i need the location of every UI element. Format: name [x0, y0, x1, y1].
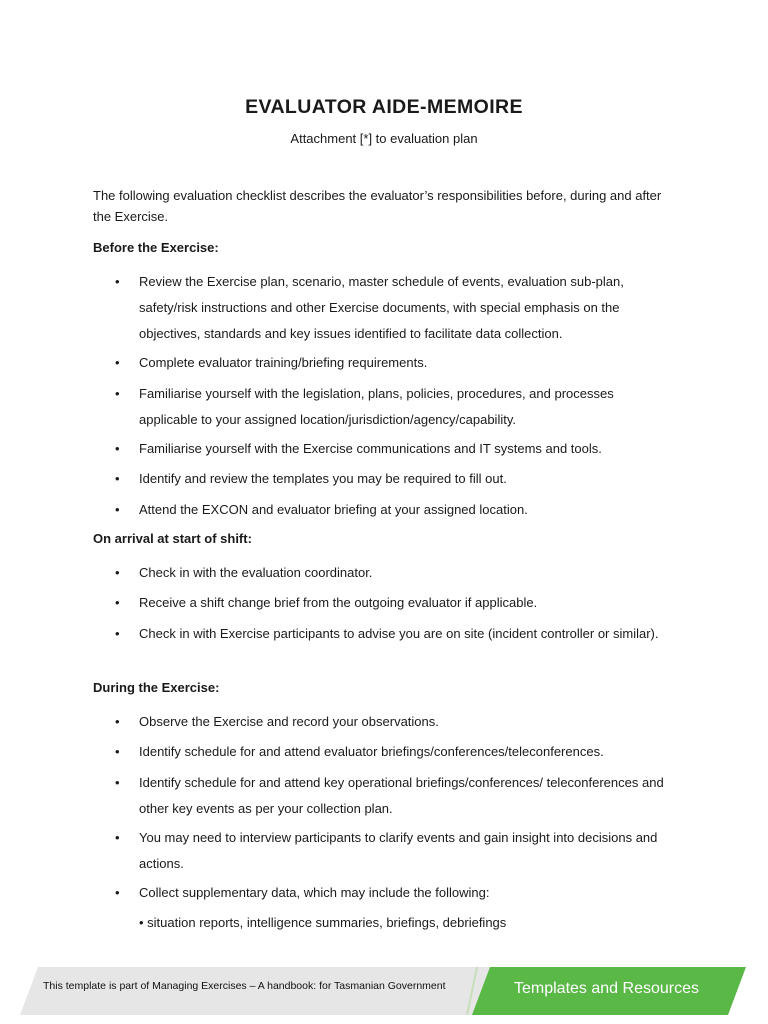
bullet-icon: •	[115, 744, 120, 759]
intro-paragraph: The following evaluation checklist describes the evaluator’s responsibilities before, during and after the Exercise.	[93, 188, 662, 224]
bullet-icon: •	[115, 714, 120, 729]
list-item-text: Familiarise yourself with the Exercise communications and IT systems and tools.	[139, 441, 602, 456]
list-item-text: Familiarise yourself with the legislation, plans, policies, procedures, and processes applicable to your assigned location/jurisdiction/agency/capability.	[139, 386, 614, 427]
list-item-text: Check in with Exercise participants to advise you are on site (incident controller or similar).	[139, 626, 659, 641]
bullet-icon: •	[115, 830, 120, 845]
list-item-text: Review the Exercise plan, scenario, master schedule of events, evaluation sub-plan, safety/risk instructions and other Exercise documents, with special emphasis on the objectives, standards and key issues identified to facilitate data collection.	[139, 274, 624, 341]
footer-section-label: Templates and Resources	[514, 980, 699, 997]
section-heading-during: During the Exercise:	[93, 680, 220, 695]
list-item-text: Collect supplementary data, which may include the following:	[139, 885, 490, 900]
bullet-icon: •	[115, 441, 120, 456]
bullet-icon: •	[115, 595, 120, 610]
footer-text: This template is part of Managing Exercises – A handbook: for Tasmanian Government	[43, 980, 446, 992]
bullet-icon: •	[115, 355, 120, 370]
sub-list-item: • situation reports, intelligence summaries, briefings, debriefings	[139, 915, 507, 930]
section-heading-arrival: On arrival at start of shift:	[93, 531, 252, 546]
list-item-text: Check in with the evaluation coordinator.	[139, 565, 373, 580]
bullet-icon: •	[115, 885, 120, 900]
page-title: EVALUATOR AIDE-MEMOIRE	[245, 96, 523, 118]
bullet-icon: •	[115, 386, 120, 401]
list-item-text: Complete evaluator training/briefing requirements.	[139, 355, 428, 370]
list-item-text: Identify schedule for and attend key operational briefings/conferences/ teleconferences and other key events as per your collection plan.	[139, 775, 664, 816]
list-item-text: You may need to interview participants to clarify events and gain insight into decisions and actions.	[139, 830, 658, 871]
list-item-text: Identify and review the templates you may be required to fill out.	[139, 471, 507, 486]
list-item-text: Observe the Exercise and record your observations.	[139, 714, 439, 729]
section-heading-before: Before the Exercise:	[93, 240, 219, 255]
bullet-icon: •	[115, 471, 120, 486]
bullet-icon: •	[115, 565, 120, 580]
list-item-text: Identify schedule for and attend evaluator briefings/conferences/teleconferences.	[139, 744, 604, 759]
bullet-icon: •	[115, 626, 120, 641]
bullet-icon: •	[115, 775, 120, 790]
page-subtitle: Attachment [*] to evaluation plan	[290, 131, 478, 146]
bullet-icon: •	[115, 502, 120, 517]
list-item-text: Receive a shift change brief from the outgoing evaluator if applicable.	[139, 595, 538, 610]
bullet-icon: •	[115, 274, 120, 289]
list-item-text: Attend the EXCON and evaluator briefing at your assigned location.	[139, 502, 528, 517]
